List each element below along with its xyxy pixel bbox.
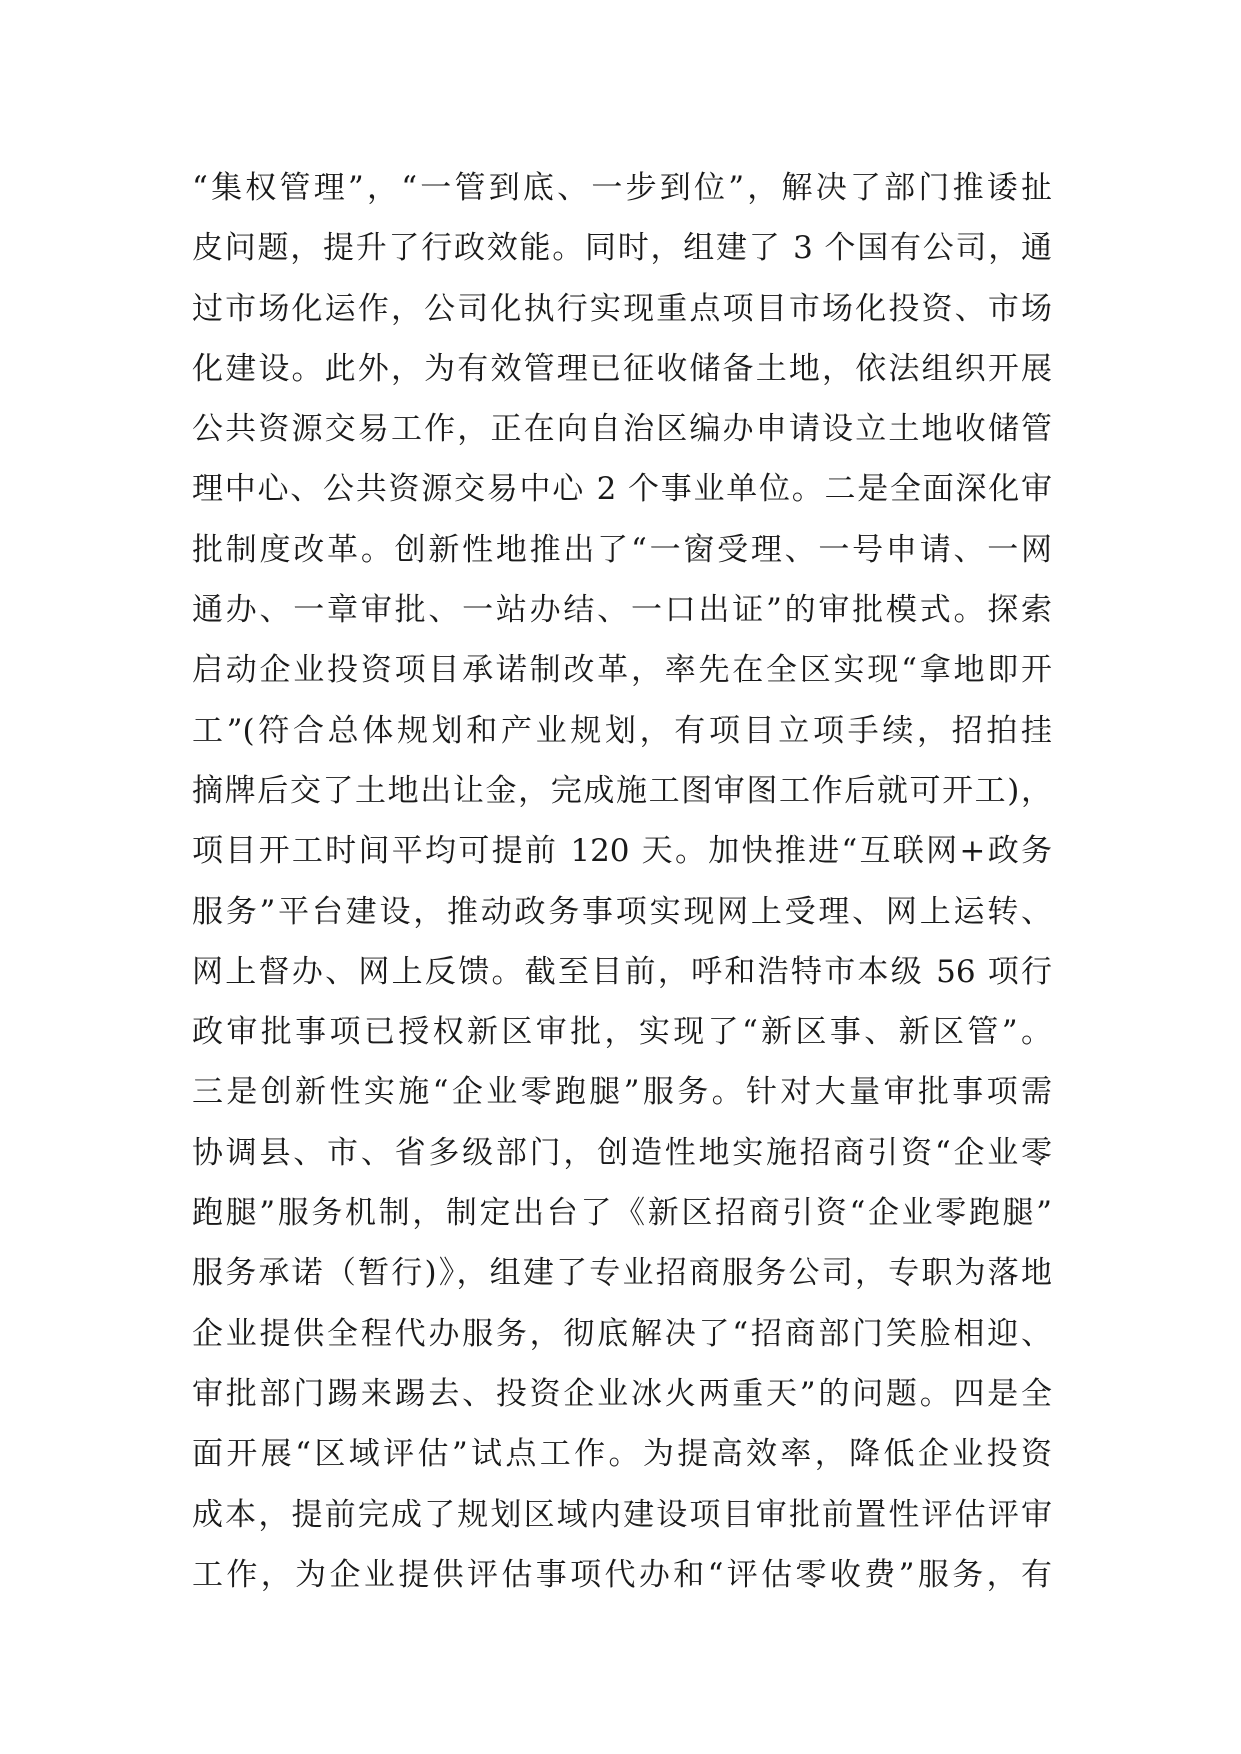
text-line-17: 协调县、市、省多级部门，创造性地实施招商引资“企业零 xyxy=(192,1134,1052,1171)
text-line-12: 项目开工时间平均可提前 120 天。加快推进“互联网+政务 xyxy=(192,833,1052,870)
text-line-10: 工”(符合总体规划和产业规划，有项目立项手续，招拍挂 xyxy=(192,712,1052,749)
text-line-5: 公共资源交易工作，正在向自治区编办申请设立土地收储管 xyxy=(192,411,1052,448)
text-line-24: 工作，为企业提供评估事项代办和“评估零收费”服务，有 xyxy=(192,1556,1052,1593)
text-line-16: 三是创新性实施“企业零跑腿”服务。针对大量审批事项需 xyxy=(192,1074,1052,1111)
text-line-4: 化建设。此外，为有效管理已征收储备土地，依法组织开展 xyxy=(192,350,1052,387)
text-line-3: 过市场化运作，公司化执行实现重点项目市场化投资、市场 xyxy=(192,290,1052,327)
text-line-13: 服务”平台建设，推动政务事项实现网上受理、网上运转、 xyxy=(192,893,1052,930)
text-line-23: 成本，提前完成了规划区域内建设项目审批前置性评估评审 xyxy=(192,1496,1052,1533)
text-line-21: 审批部门踢来踢去、投资企业冰火两重天”的问题。四是全 xyxy=(192,1375,1052,1412)
text-line-1: “集权管理”，“一管到底、一步到位”，解决了部门推诿扯 xyxy=(192,170,1052,206)
text-line-14: 网上督办、网上反馈。截至目前，呼和浩特市本级 56 项行 xyxy=(192,953,1052,990)
text-line-20: 企业提供全程代办服务，彻底解决了“招商部门笑脸相迎、 xyxy=(192,1315,1052,1352)
text-line-19: 服务承诺（暂行)》，组建了专业招商服务公司，专职为落地 xyxy=(192,1255,1052,1292)
text-line-2: 皮问题，提升了行政效能。同时，组建了 3 个国有公司，通 xyxy=(192,230,1052,267)
text-line-11: 摘牌后交了土地出让金，完成施工图审图工作后就可开工)， xyxy=(192,772,1052,809)
text-line-15: 政审批事项已授权新区审批，实现了“新区事、新区管”。 xyxy=(192,1014,1052,1051)
body-text xyxy=(192,158,1052,1605)
text-line-18: 跑腿”服务机制，制定出台了《新区招商引资“企业零跑腿” xyxy=(192,1195,1052,1232)
text-line-22: 面开展“区域评估”试点工作。为提高效率，降低企业投资 xyxy=(192,1436,1052,1473)
text-line-9: 启动企业投资项目承诺制改革，率先在全区实现“拿地即开 xyxy=(192,652,1052,689)
text-line-7: 批制度改革。创新性地推出了“一窗受理、一号申请、一网 xyxy=(192,531,1052,568)
text-line-8: 通办、一章审批、一站办结、一口出证”的审批模式。探索 xyxy=(192,592,1052,629)
text-line-6: 理中心、公共资源交易中心 2 个事业单位。二是全面深化审 xyxy=(192,471,1052,508)
